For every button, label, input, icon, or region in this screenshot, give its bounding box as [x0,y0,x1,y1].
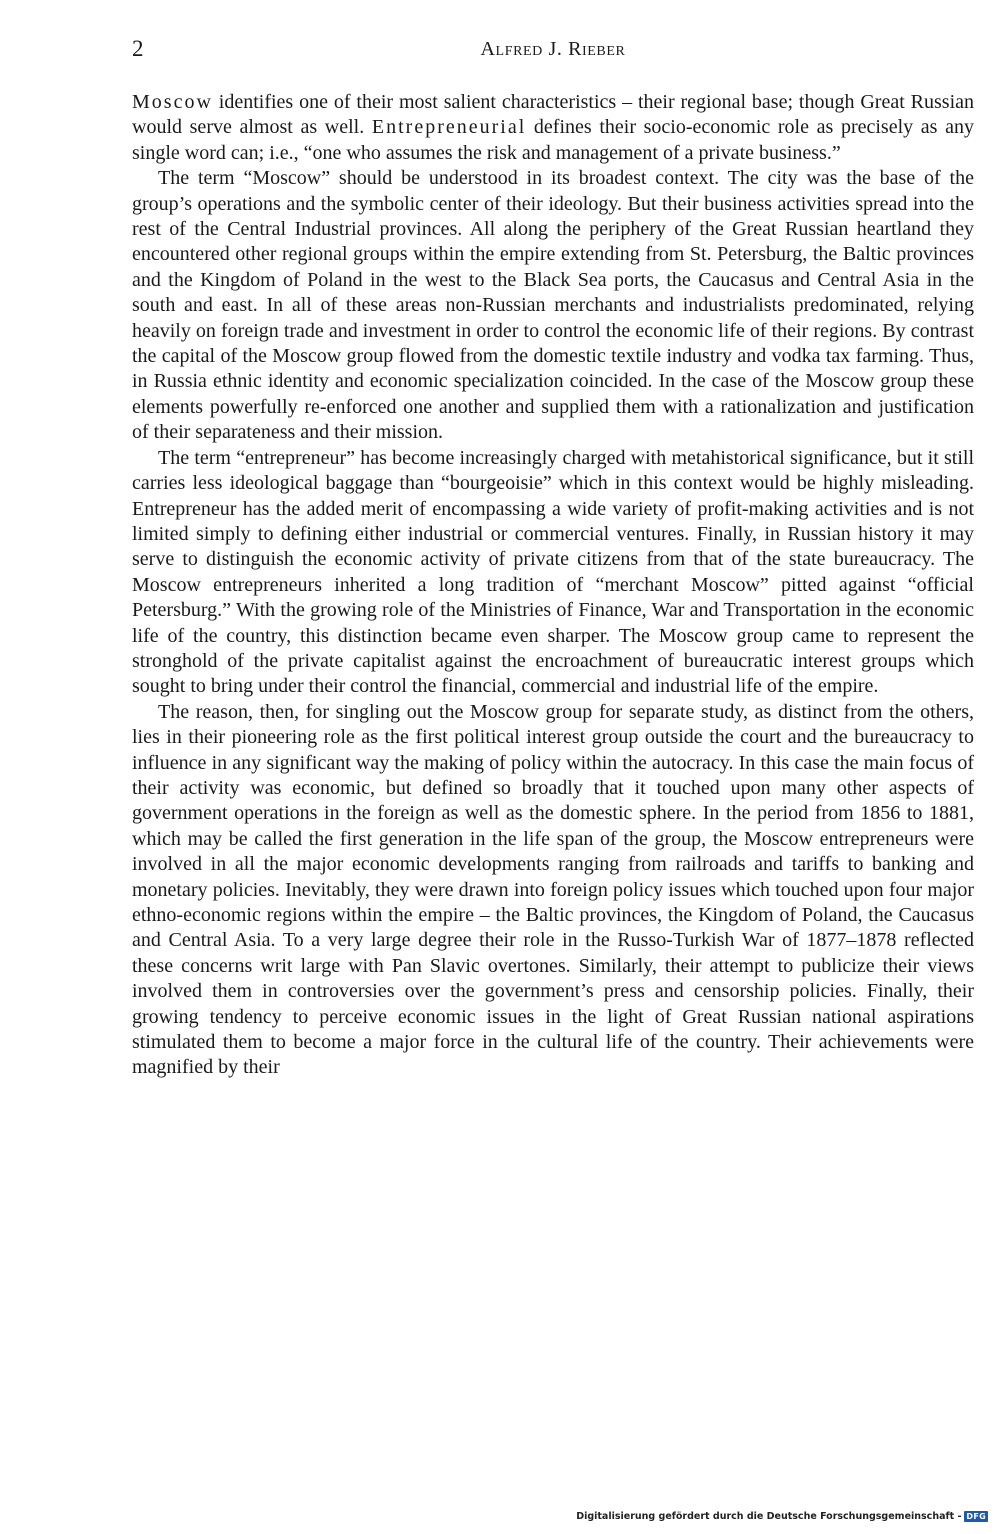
term-entrepreneurial: Entrepreneurial [371,116,527,139]
body-text [132,90,974,1081]
page-number: 2 [132,36,144,61]
running-head: Alfred J. Rieber [480,38,626,60]
term-moscow: Moscow [132,91,213,113]
paragraph-3: The term “entrepreneur” has become increasingly charged with metahistorical significance, but it still carries less ideological baggage than “bourgeoisie” which in this context would be highly misleading. Entrepreneur has the added merit of encompassing a wide variety of profit-making activities and is not limited simply to defining either industrial or commercial ventures. Finally, in Russian history it may serve to distinguish the economic activity of private citizens from that of the state bureaucracy. The Moscow entrepreneurs inherited a long tradition of “merchant Moscow” pitted against “official Petersburg.” With the growing role of the Ministries of Finance, War and Transportation in the economic life of the country, this distinction became even sharper. The Moscow group came to represent the stronghold of the private capitalist against the encroachment of bureaucratic interest groups which sought to bring under their control the financial, commercial and industrial life of the empire. [132,446,974,698]
paragraph-1-text-a: identifies one of their most salient characteristics – their regional base; though Great Russian would serve almost as well. [132,91,974,139]
paragraph-1 [132,90,974,166]
footer-text: Digitalisierung gefördert durch die Deutsche Forschungsgemeinschaft - [576,1510,962,1522]
paragraph-4: The reason, then, for singling out the Moscow group for separate study, as distinct from the others, lies in their pioneering role as the first political interest group outside the court and the bureaucracy to influence in any significant way the making of policy within the autocracy. In this case the main focus of their activity was economic, but defined so broadly that it touched upon many other aspects of government operations in the foreign as well as the domestic sphere. In the period from 1856 to 1881, which may be called the first generation in the life span of the group, the Moscow entrepreneurs were involved in all the major economic developments ranging from railroads and tariffs to banking and monetary policies. Inevitably, they were drawn into foreign policy issues which touched upon four major ethno-economic regions within the empire – the Baltic provinces, the Kingdom of Poland, the Caucasus and Central Asia. To a very large degree their role in the Russo-Turkish War of 1877–1878 reflected these concerns writ large with Pan Slavic overtones. Similarly, their attempt to publicize their views involved them in controversies over the government’s press and censorship policies. Finally, their growing tendency to perceive economic issues in the light of Great Russian national aspirations stimulated them to become a major force in the cultural life of the country. Their achievements were magnified by their [132,700,974,1079]
page-header [132,34,974,64]
dfg-logo-icon: DFG [966,1511,986,1521]
paragraph-1-text-b: defines their socio-economic role as precisely as any single word can; i.e., “one who assumes the risk and management of a private business.” [132,116,974,164]
paragraph-2: The term “Moscow” should be understood in its broadest context. The city was the base of the group’s operations and the symbolic center of their ideology. But their business activities spread into the rest of the Central Industrial provinces. All along the periphery of the Great Russian heartland they encountered other regional groups within the empire extending from St. Petersburg, the Baltic provinces and the Kingdom of Poland in the west to the Black Sea ports, the Caucasus and Central Asia in the south and east. In all of these areas non-Russian merchants and industrialists predominated, relying heavily on foreign trade and investment in order to control the economic life of their regions. By contrast the capital of the Moscow group flowed from the domestic textile industry and vodka tax farming. Thus, in Russia ethnic identity and economic specialization coincided. In the case of the Moscow group these elements powerfully re-enforced one another and supplied them with a rationalization and justification of their separateness and their mission. [132,167,974,444]
digitization-footer [576,1508,988,1524]
